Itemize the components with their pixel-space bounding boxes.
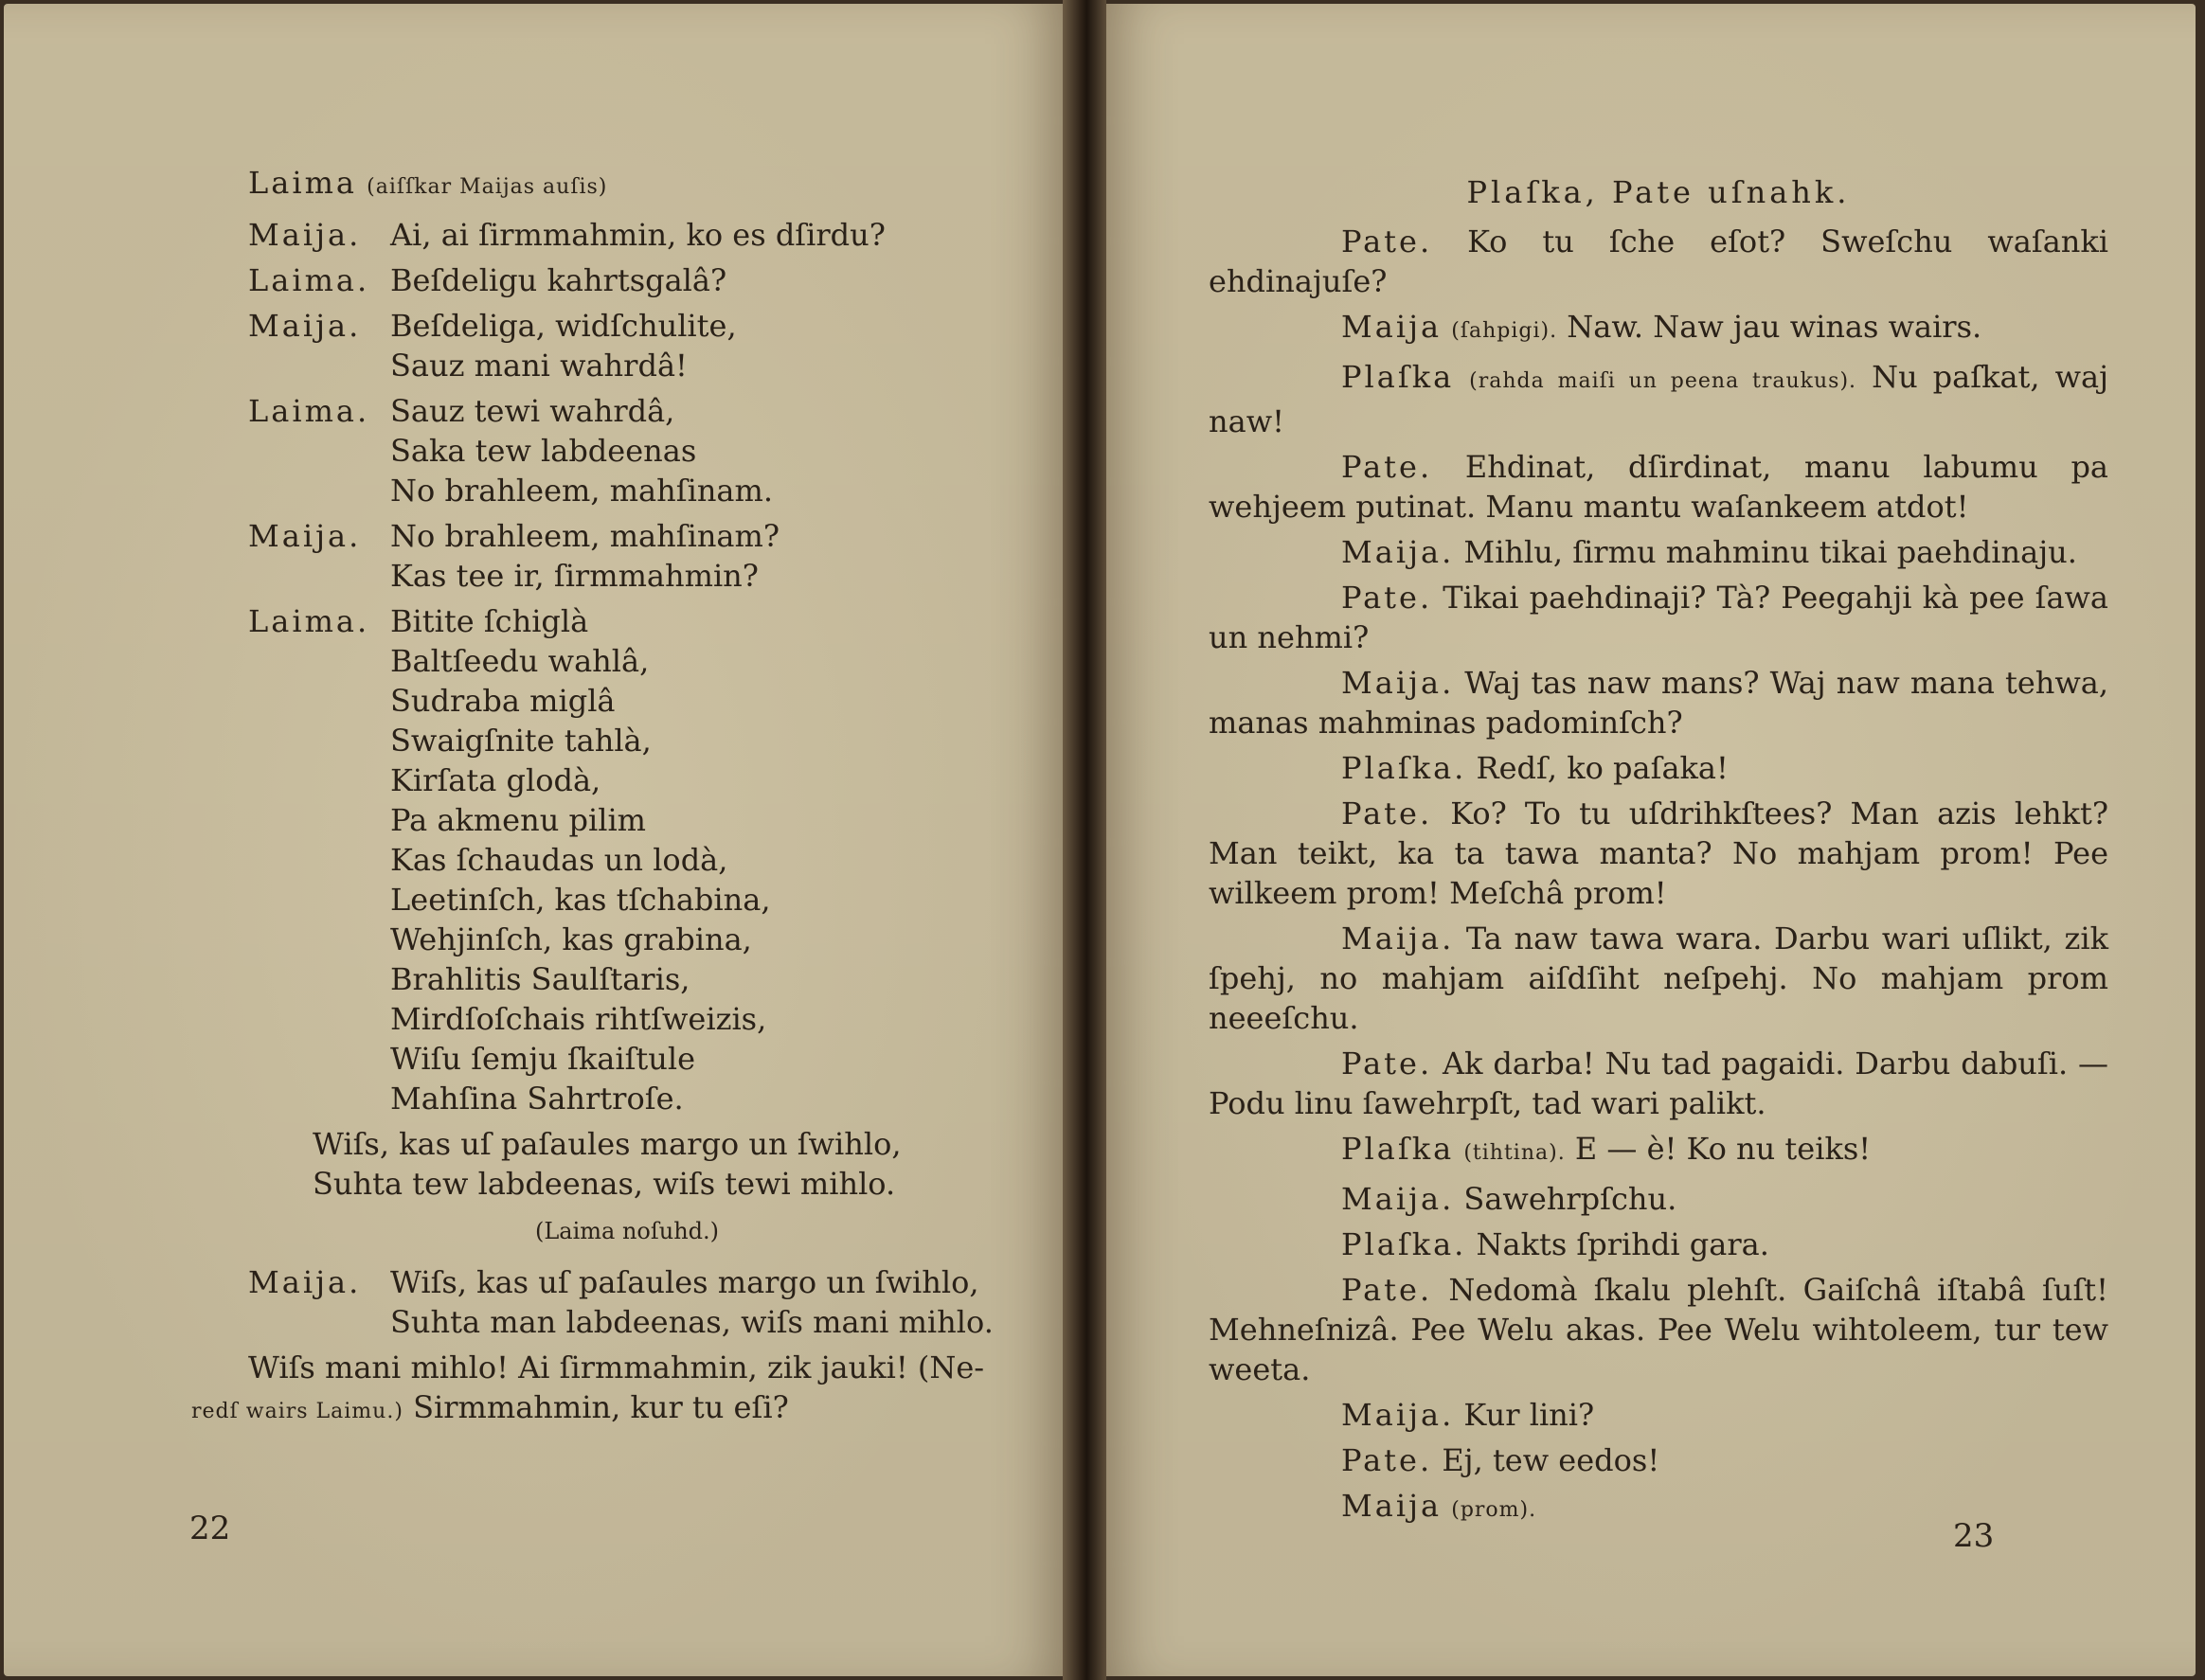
dialogue-paragraph <box>1209 1044 2108 1123</box>
dialogue-paragraph <box>1209 578 2108 657</box>
verse-line: Sudraba miglâ <box>390 683 616 719</box>
dialogue-text: Ko? To tu uſdrihkſtees? Man azis lehkt? Man teikt, ka ta tawa manta? No mahjam prom! Pee wilkeem prom! Meſchâ prom! <box>1209 795 2109 911</box>
dialogue-paragraph <box>1209 794 2108 913</box>
dialogue-text: Ehdinat, dſirdinat, manu labumu pa wehjeem putinat. Manu mantu waſankeem atdot! <box>1209 449 2108 525</box>
dialogue-paragraph <box>1209 663 2108 742</box>
verse-line: Suhta man labdeenas, wiſs mani mihlo. <box>390 1304 994 1340</box>
verse-line: Mahſina Sahrtroſe. <box>390 1081 684 1117</box>
speaker: Maija. <box>1341 534 1455 570</box>
dialogue-text: Naw. Naw jau winas wairs. <box>1567 309 1982 345</box>
speaker: Plaſka. <box>1341 1226 1467 1262</box>
speaker: Maija. <box>248 308 362 344</box>
stage-direction: (prom). <box>1451 1498 1537 1522</box>
stage-direction: (rahda maiſi un peena traukus). <box>1469 369 1857 393</box>
verse-line: Beſdeliga, widſchulite, <box>390 308 737 344</box>
scene-heading: Plaſka, Pate uſnahk. <box>1466 174 1851 210</box>
dialogue-paragraph <box>1209 1179 2108 1219</box>
verse-line: Baltſeedu wahlâ, <box>390 643 650 679</box>
verse-line: Wiſs, kas uſ paſaules margo un ſwihlo, <box>313 1126 902 1162</box>
verse-line: Ai, ai ſirmmahmin, ko es dſirdu? <box>390 217 886 253</box>
prose-text: Sirmmahmin, kur tu eſi? <box>413 1389 789 1425</box>
dialogue-paragraph <box>1209 222 2108 301</box>
dialogue-paragraph <box>1209 748 2108 788</box>
verse-line: Kas ſchaudas un lodà, <box>390 842 728 878</box>
dialogue-text: Mihlu, ſirmu mahminu tikai paehdinaju. <box>1463 534 2077 570</box>
speaker: Maija. <box>1341 665 1455 701</box>
dialogue-text: Ko tu ſche eſot? Sweſchu waſanki ehdinajuſe? <box>1209 223 2109 299</box>
speaker: Laima. <box>248 603 370 639</box>
refrain <box>313 1124 1006 1204</box>
speaker: Maija. <box>248 518 362 554</box>
dialogue-text: Ta naw tawa wara. Darbu wari uſlikt, zik ſpehj, no mahjam aiſdſiht neſpehj. No mahjam prom neeeſchu. <box>1209 920 2109 1036</box>
verse-line: Saka tew labdeenas <box>390 433 697 469</box>
left-page-text <box>191 163 1006 1432</box>
speaker: Plaſka <box>1341 359 1455 395</box>
speaker: Pate. <box>1341 795 1433 831</box>
verse-line: Pa akmenu pilim <box>390 802 647 838</box>
page-number: 23 <box>1953 1517 1995 1555</box>
dialogue-text: E — è! Ko nu teiks! <box>1574 1131 1872 1167</box>
verse-line: No brahleem, mahſinam. <box>390 473 774 509</box>
dialogue-paragraph <box>1209 307 2108 351</box>
line-laima-aside <box>248 163 1006 207</box>
dialogue-line <box>248 516 1006 596</box>
speaker: Pate. <box>1341 449 1433 485</box>
dialogue-text: Waj tas naw mans? Waj naw mana tehwa, manas mahminas padominſch? <box>1209 665 2108 741</box>
speaker: Maija <box>1341 1488 1443 1524</box>
speaker: Maija. <box>1341 1397 1455 1433</box>
verse-line: Wiſs, kas uſ paſaules margo un ſwihlo, <box>390 1264 979 1300</box>
verse-line: Suhta tew labdeenas, wiſs tewi mihlo. <box>313 1166 896 1202</box>
dialogue-paragraph <box>1209 1129 2108 1173</box>
verse-line: Leetinſch, kas tſchabina, <box>390 882 771 918</box>
speaker: Maija. <box>1341 920 1455 956</box>
dialogue-paragraph <box>1209 532 2108 572</box>
verse-line: Kas tee ir, ſirmmahmin? <box>390 558 759 594</box>
dialogue-text: Tikai paehdinaji? Tà? Peegahji kà pee ſawa un nehmi? <box>1209 580 2109 655</box>
stage-direction: (aiſſkar Maijas auſis) <box>367 175 608 199</box>
dialogue-paragraph <box>1209 919 2108 1038</box>
speaker: Pate. <box>1341 1442 1433 1478</box>
dialogue-line <box>248 601 1006 1118</box>
dialogue-line <box>248 391 1006 510</box>
dialogue-paragraph <box>1209 1395 2108 1435</box>
verse-line: Wehjinſch, kas grabina, <box>390 921 752 957</box>
speaker: Pate. <box>1341 580 1433 616</box>
stage-direction: (Laima noſuhd.) <box>534 1218 720 1244</box>
speaker: Maija. <box>1341 1181 1455 1217</box>
stage-direction: (tihtina). <box>1463 1141 1566 1165</box>
page-number: 22 <box>189 1510 231 1547</box>
dialogue-text: Nakts ſprihdi gara. <box>1476 1226 1769 1262</box>
speaker: Laima. <box>248 262 370 298</box>
verse-line: Sauz tewi wahrdâ, <box>390 393 675 429</box>
prose-line <box>191 1387 1006 1432</box>
verse-line: Brahlitis Saulſtaris, <box>390 961 690 997</box>
dialogue-text: Sawehrpſchu. <box>1463 1181 1677 1217</box>
speaker: Pate. <box>1341 1272 1433 1308</box>
left-page <box>4 4 1063 1676</box>
verse-line: No brahleem, mahſinam? <box>390 518 780 554</box>
dialogue-paragraph <box>1209 1440 2108 1480</box>
prose-line: Wiſs mani mihlo! Ai ſirmmahmin, zik jauki! (Ne- <box>248 1349 985 1385</box>
right-page-text <box>1209 172 2108 1536</box>
stage-direction: redſ wairs Laimu.) <box>191 1400 403 1423</box>
verse-line: Bitite ſchiglà <box>390 603 589 639</box>
dialogue-line <box>248 306 1006 385</box>
verse-line: Mirdſoſchais rihtſweizis, <box>390 1001 767 1037</box>
speaker: Plaſka. <box>1341 750 1467 786</box>
dialogue-text: Ak darba! Nu tad pagaidi. Darbu dabuſi. — Podu linu ſawehrpſt, tad wari palikt. <box>1209 1046 2109 1121</box>
speaker: Pate. <box>1341 223 1433 259</box>
dialogue-text: Ej, tew eedos! <box>1442 1442 1660 1478</box>
dialogue-line <box>248 260 1006 300</box>
right-page <box>1106 4 2196 1676</box>
dialogue-line <box>248 215 1006 255</box>
book-gutter <box>1063 0 1106 1680</box>
speaker: Maija. <box>248 1264 362 1300</box>
verse-line: Wiſu ſemju ſkaiſtule <box>390 1041 696 1077</box>
speaker: Pate. <box>1341 1046 1433 1081</box>
verse-line: Sauz mani wahrdâ! <box>390 348 688 384</box>
dialogue-text: Nedomà ſkalu plehſt. Gaiſchâ iſtabâ ſuſt! Mehneſnizâ. Pee Welu akas. Pee Welu wihtoleem, tur tew weeta. <box>1209 1272 2109 1387</box>
dialogue-text: Redſ, ko paſaka! <box>1476 750 1729 786</box>
speaker: Plaſka <box>1341 1131 1455 1167</box>
dialogue-paragraph <box>1209 1270 2108 1389</box>
dialogue-paragraph <box>1209 1224 2108 1264</box>
verse-line: Swaigſnite tahlà, <box>390 723 652 759</box>
verse-line: Beſdeligu kahrtsgalâ? <box>390 262 727 298</box>
speaker: Laima <box>248 165 357 201</box>
speaker: Laima. <box>248 393 370 429</box>
dialogue-paragraph <box>1209 447 2108 527</box>
dialogue-text: Kur lini? <box>1463 1397 1595 1433</box>
speaker: Maija. <box>248 217 362 253</box>
stage-direction: (ſahpigi). <box>1451 319 1558 343</box>
verse-line: Kirſata glodà, <box>390 762 601 798</box>
dialogue-text: Nu paſkat, waj naw! <box>1209 359 2108 439</box>
dialogue-line <box>248 1262 1006 1342</box>
speaker: Maija <box>1341 309 1443 345</box>
dialogue-paragraph <box>1209 357 2108 441</box>
